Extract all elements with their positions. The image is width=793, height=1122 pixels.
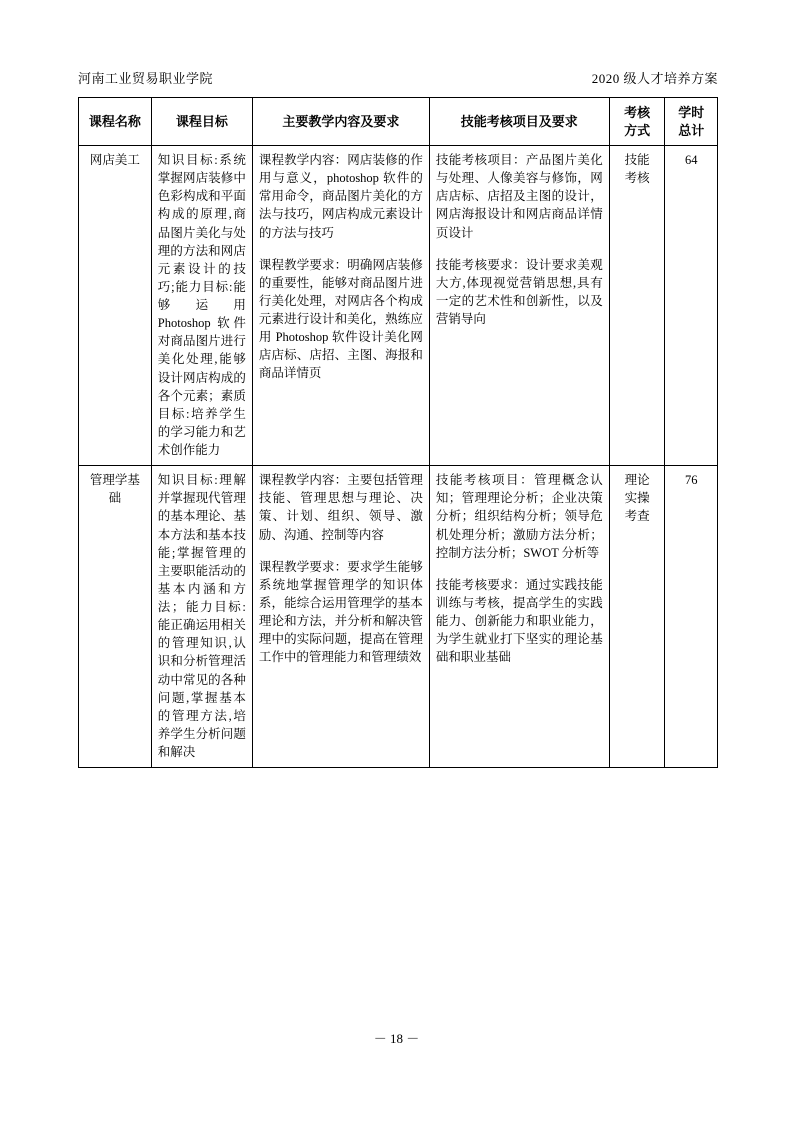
teaching-content-para: 课程教学要求：明确网店装修的重要性，能够对商品图片进行美化处理，对网店各个构成元素进行设计和美化，熟练应用 Photoshop 软件设计美化网店店标、店招、主图、海报和商品详情页 [258, 257, 423, 381]
column-header-assessment-method [609, 98, 665, 146]
header-document-title: 2020 级人才培养方案 [591, 71, 718, 86]
skill-assessment-para: 技能考核要求：通过实践技能训练与考核，提高学生的实践能力、创新能力和职业能力，为学生就业打下坚实的理论基础和职业基础 [435, 577, 603, 665]
course-goal: 知识目标:理解并掌握现代管理的基本理论、基本方法和基本技能;掌握管理的主要职能活动的基本内涵和方法；能力目标:能正确运用相关的管理知识,认识和分析管理活动中常见的各种问题,掌握基本的管理方法,培养学生分析问题和解决 [151, 466, 252, 768]
skill-assessment-para: 技能考核要求：设计要求美观大方,体现视觉营销思想,具有一定的艺术性和创新性，以及营销导向 [435, 257, 603, 327]
assessment-method [609, 466, 665, 768]
column-header-course-name: 课程名称 [79, 98, 152, 146]
assessment-method-line: 考核 [624, 171, 650, 186]
assessment-method-line: 实操 [624, 491, 650, 506]
table-header-row [79, 98, 718, 146]
total-hours-line2: 总计 [678, 122, 705, 138]
assessment-method-line: 理论 [624, 473, 650, 488]
assessment-method-line: 技能 [624, 153, 650, 168]
column-header-total-hours [665, 98, 718, 146]
course-name: 管理学基础 [79, 466, 152, 768]
teaching-content [252, 466, 429, 768]
total-hours-line1: 学时 [678, 105, 705, 120]
table-row [79, 466, 718, 768]
table-row [79, 146, 718, 466]
skill-assessment [429, 146, 609, 466]
teaching-content-para: 课程教学内容：网店装修的作用与意义，photoshop 软件的常用命令，商品图片美化的方法与技巧，网店构成元素设计的方法与技巧 [258, 153, 423, 240]
course-name: 网店美工 [79, 146, 152, 466]
skill-assessment [429, 466, 609, 768]
course-goal: 知识目标:系统掌握网店装修中色彩构成和平面构成的原理,商品图片美化与处理的方法和网店元素设计的技巧;能力目标:能够运用 Photoshop 软件对商品图片进行美化处理,能够设计网店构成的各个元素；素质目标:培养学生的学习能力和艺术创作能力 [151, 146, 252, 466]
page-footer [0, 1028, 793, 1047]
total-hours: 64 [665, 146, 718, 466]
assessment-method [609, 146, 665, 466]
teaching-content-para: 课程教学内容：主要包括管理技能、管理思想与理论、决策、计划、组织、领导、激励、沟通、控制等内容 [258, 473, 423, 542]
header-institution: 河南工业贸易职业学院 [78, 71, 214, 86]
column-header-skill-assessment: 技能考核项目及要求 [429, 98, 609, 146]
page-header [78, 68, 718, 87]
skill-assessment-para: 技能考核项目：管理概念认知；管理理论分析；企业决策分析；组织结构分析；领导危机处理分析；激励方法分析；控制方法分析；SWOT 分析等 [435, 473, 603, 560]
total-hours: 76 [665, 466, 718, 768]
assessment-method-line2: 方式 [624, 122, 651, 138]
teaching-content [252, 146, 429, 466]
assessment-method-line: 考查 [624, 509, 650, 524]
column-header-teaching-content: 主要教学内容及要求 [252, 98, 429, 146]
skill-assessment-para: 技能考核项目：产品图片美化与处理、人像美容与修饰，网店店标、店招及主图的设计，网店海报设计和网店商品详情页设计 [435, 153, 603, 240]
page-number: － 18 － [373, 1031, 420, 1046]
assessment-method-line1: 考核 [624, 105, 651, 120]
column-header-course-goal: 课程目标 [151, 98, 252, 146]
curriculum-table [78, 97, 718, 768]
teaching-content-para: 课程教学要求：要求学生能够系统地掌握管理学的知识体系，能综合运用管理学的基本理论和方法，并分析和解决管理中的实际问题，提高在管理工作中的管理能力和管理绩效 [258, 559, 423, 665]
